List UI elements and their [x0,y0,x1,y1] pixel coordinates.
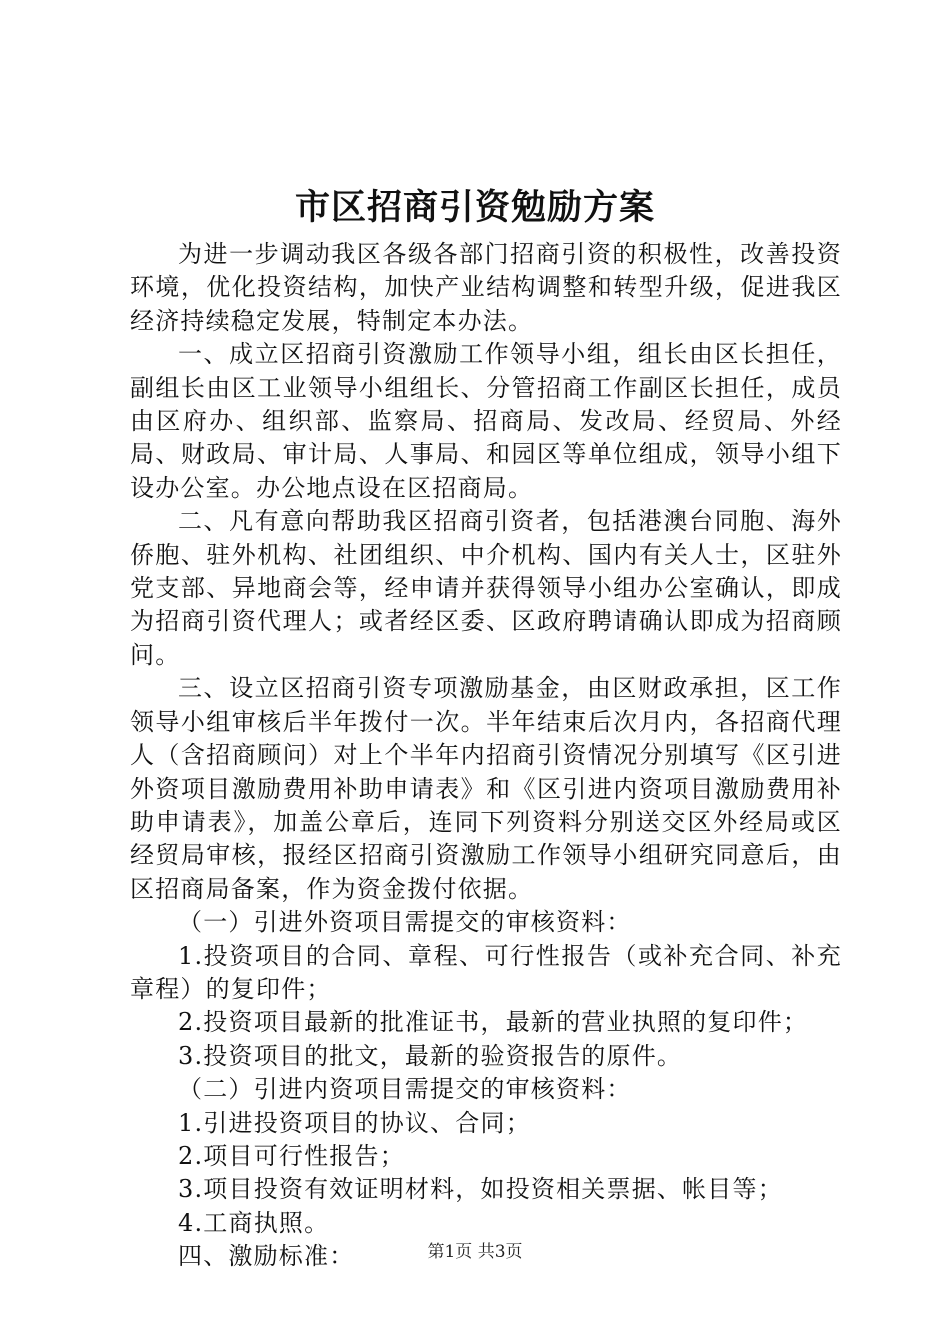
list-item: 3.项目投资有效证明材料，如投资相关票据、帐目等； [178,1175,783,1204]
paragraph-section-4: 四、激励标准： [178,1242,355,1271]
list-item: 3.投资项目的批文，最新的验资报告的原件。 [178,1041,683,1070]
list-item: 2.投资项目最新的批准证书，最新的营业执照的复印件； [178,1008,809,1037]
list-item: 4.工商执照。 [178,1208,330,1237]
document-title: 市区招商引资勉励方案 [294,187,655,228]
page-number-footer: 第1页 共3页 [427,1242,523,1262]
paragraph-section-2: 二、凡有意向帮助我区招商引资者，包括港澳台同胞、海外侨胞、驻外机构、社团组织、中介机构、国内有关人士，区驻外党支部、异地商会等，经申请并获得领导小组办公室确认，即成为招商引资代理人；或者经区委、区政府聘请确认即成为招商顾问。 [130,507,842,669]
paragraph-section-3: 三、设立区招商引资专项激励基金，由区财政承担，区工作领导小组审核后半年拨付一次。半年结束后次月内，各招商代理人（含招商顾问）对上个半年内招商引资情况分别填写《区引进外资项目激励费用补助申请表》和《区引进内资项目激励费用补助申请表》，加盖公章后，连同下列资料分别送交区外经局或区经贸局审核，报经区招商引资激励工作领导小组研究同意后，由区招商局备案，作为资金拨付依据。 [130,674,842,903]
paragraph-intro: 为进一步调动我区各级各部门招商引资的积极性，改善投资环境，优化投资结构，加快产业结构调整和转型升级，促进我区经济持续稳定发展，特制定本办法。 [130,240,842,335]
subheading-foreign-materials: （一）引进外资项目需提交的审核资料： [178,908,632,937]
list-item: 1.投资项目的合同、章程、可行性报告（或补充合同、补充章程）的复印件； [130,941,842,1003]
subheading-domestic-materials: （二）引进内资项目需提交的审核资料： [178,1075,632,1104]
document-body [130,238,842,1274]
paragraph-section-1: 一、成立区招商引资激励工作领导小组，组长由区长担任，副组长由区工业领导小组组长、分管招商工作副区长担任，成员由区府办、组织部、监察局、招商局、发改局、经贸局、外经局、财政局、审计局、人事局、和园区等单位组成，领导小组下设办公室。办公地点设在区招商局。 [130,340,842,502]
list-item: 1.引进投资项目的协议、合同； [178,1108,531,1137]
list-item: 2.项目可行性报告； [178,1141,405,1170]
